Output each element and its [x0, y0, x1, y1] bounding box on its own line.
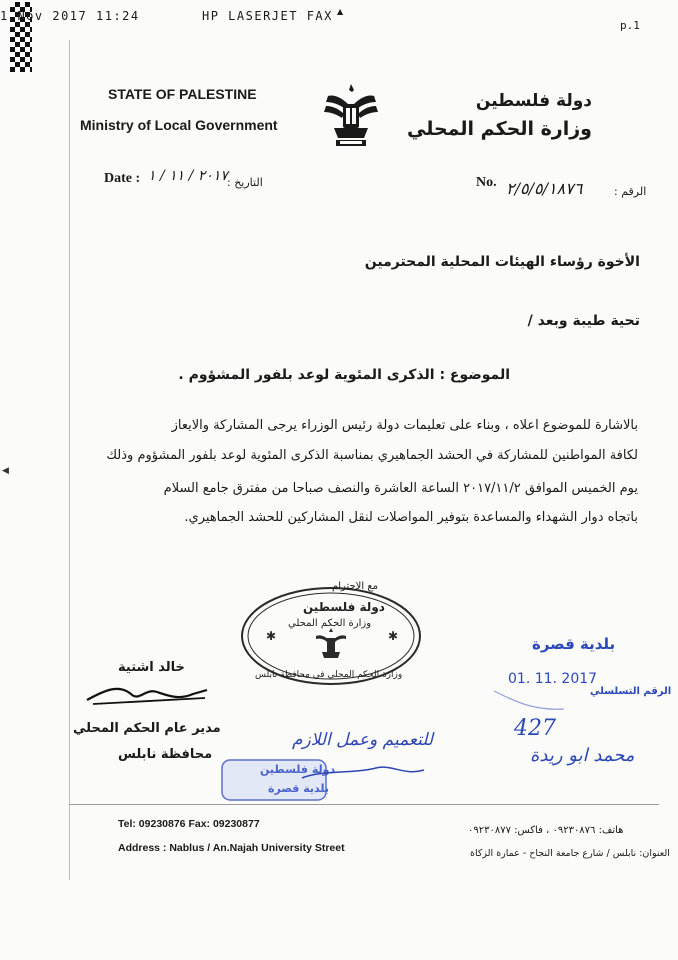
reference-value: ٢/٥/٥/١٨٧٦: [506, 179, 583, 198]
footer-phone-en: Tel: 09230876 Fax: 09230877: [118, 818, 260, 830]
seal-bottom-text: وزارة الحكم المحلي في محافظة نابلس: [255, 670, 403, 680]
svg-text:✱: ✱: [388, 629, 399, 643]
fax-page-number: p.1: [620, 19, 640, 32]
serial-number-label: الرقم التسلسلي: [590, 686, 672, 697]
handwritten-annotation: للتعميم وعمل اللازم: [292, 730, 434, 750]
state-title-en: STATE OF PALESTINE: [108, 86, 257, 102]
receiver-handwriting: محمد ابو ريدة: [530, 745, 635, 766]
ministry-title-en: Ministry of Local Government: [80, 117, 278, 133]
handwritten-signature: [85, 678, 215, 712]
annotation-scribble: [292, 740, 452, 786]
palestine-eagle-emblem: [322, 82, 380, 150]
footer-address-ar: العنوان: نابلس / شارع جامعة النجاح - عمارة الزكاة: [470, 848, 670, 859]
fax-machine-name: HP LASERJET FAX: [202, 9, 333, 23]
blue-stamp-line-1: دولة فلسطين: [260, 763, 336, 776]
receipt-date: 01. 11. 2017: [508, 671, 598, 687]
seal-ministry-name: وزارة الحكم المحلي: [288, 618, 372, 629]
signatory-governorate: محافظة نابلس: [118, 747, 213, 762]
footer-phone-ar: هاتف: ٠٩٢٣٠٨٧٦ ، فاكس: ٠٩٢٣٠٨٧٧: [468, 825, 624, 836]
blue-stamp-line-2: بلدية قصرة: [268, 782, 329, 795]
letter-addressee: الأخوة رؤساء الهيئات المحلية المحترمين: [364, 254, 640, 270]
date-value: ٢٠١٧ / ١١ / ١: [148, 168, 228, 184]
margin-arrow-icon: ◀: [2, 466, 9, 476]
date-label-en: Date :: [104, 171, 141, 186]
reference-label-ar: الرقم :: [614, 185, 647, 198]
date-label-ar: التاريخ :: [227, 176, 263, 189]
fax-triangle-icon: ▲: [337, 7, 344, 16]
fax-timestamp: 1 Nov 2017 11:24: [0, 9, 140, 23]
ministry-title-ar: وزارة الحكم المحلي: [407, 118, 592, 140]
left-margin-rule: [69, 40, 70, 880]
serial-number-value: 427: [514, 716, 556, 741]
state-title-ar: دولة فلسطين: [475, 91, 592, 111]
letter-greeting: تحية طيبة وبعد /: [527, 313, 640, 329]
seal-regards-text: مع الاحترام: [332, 581, 379, 592]
signatory-name: خالد اشتية: [118, 660, 185, 675]
reference-label-en: No.: [476, 175, 497, 190]
footer-divider: [69, 804, 659, 805]
letter-body-line: بالاشارة للموضوع اعلاه ، وبناء على تعليمات دولة رئيس الوزراء يرجى المشاركة والايعاز: [171, 418, 638, 433]
footer-address-en: Address : Nablus / An.Najah University Street: [118, 842, 345, 854]
municipality-name: بلدية قصرة: [532, 635, 616, 653]
letter-subject: الموضوع : الذكرى المئوية لوعد بلفور المشؤوم .: [178, 367, 510, 383]
letter-body-line: لكافة المواطنين للمشاركة في الحشد الجماهيري بمناسبة الذكرى المئوية لوعد بلفور المشؤوم وذلك: [106, 448, 638, 463]
svg-text:✱: ✱: [266, 629, 277, 643]
signatory-title: مدير عام الحكم المحلي: [73, 721, 221, 736]
letter-body-line: باتجاه دوار الشهداء والمساعدة بتوفير المواصلات لنقل المشاركين للحشد الجماهيري.: [184, 510, 638, 525]
seal-state-name: دولة فلسطين: [303, 600, 385, 614]
letter-body-line: يوم الخميس الموافق ٢٠١٧/١١/٢ الساعة العاشرة والنصف صباحا من مفترق جامع السلام: [163, 481, 638, 496]
